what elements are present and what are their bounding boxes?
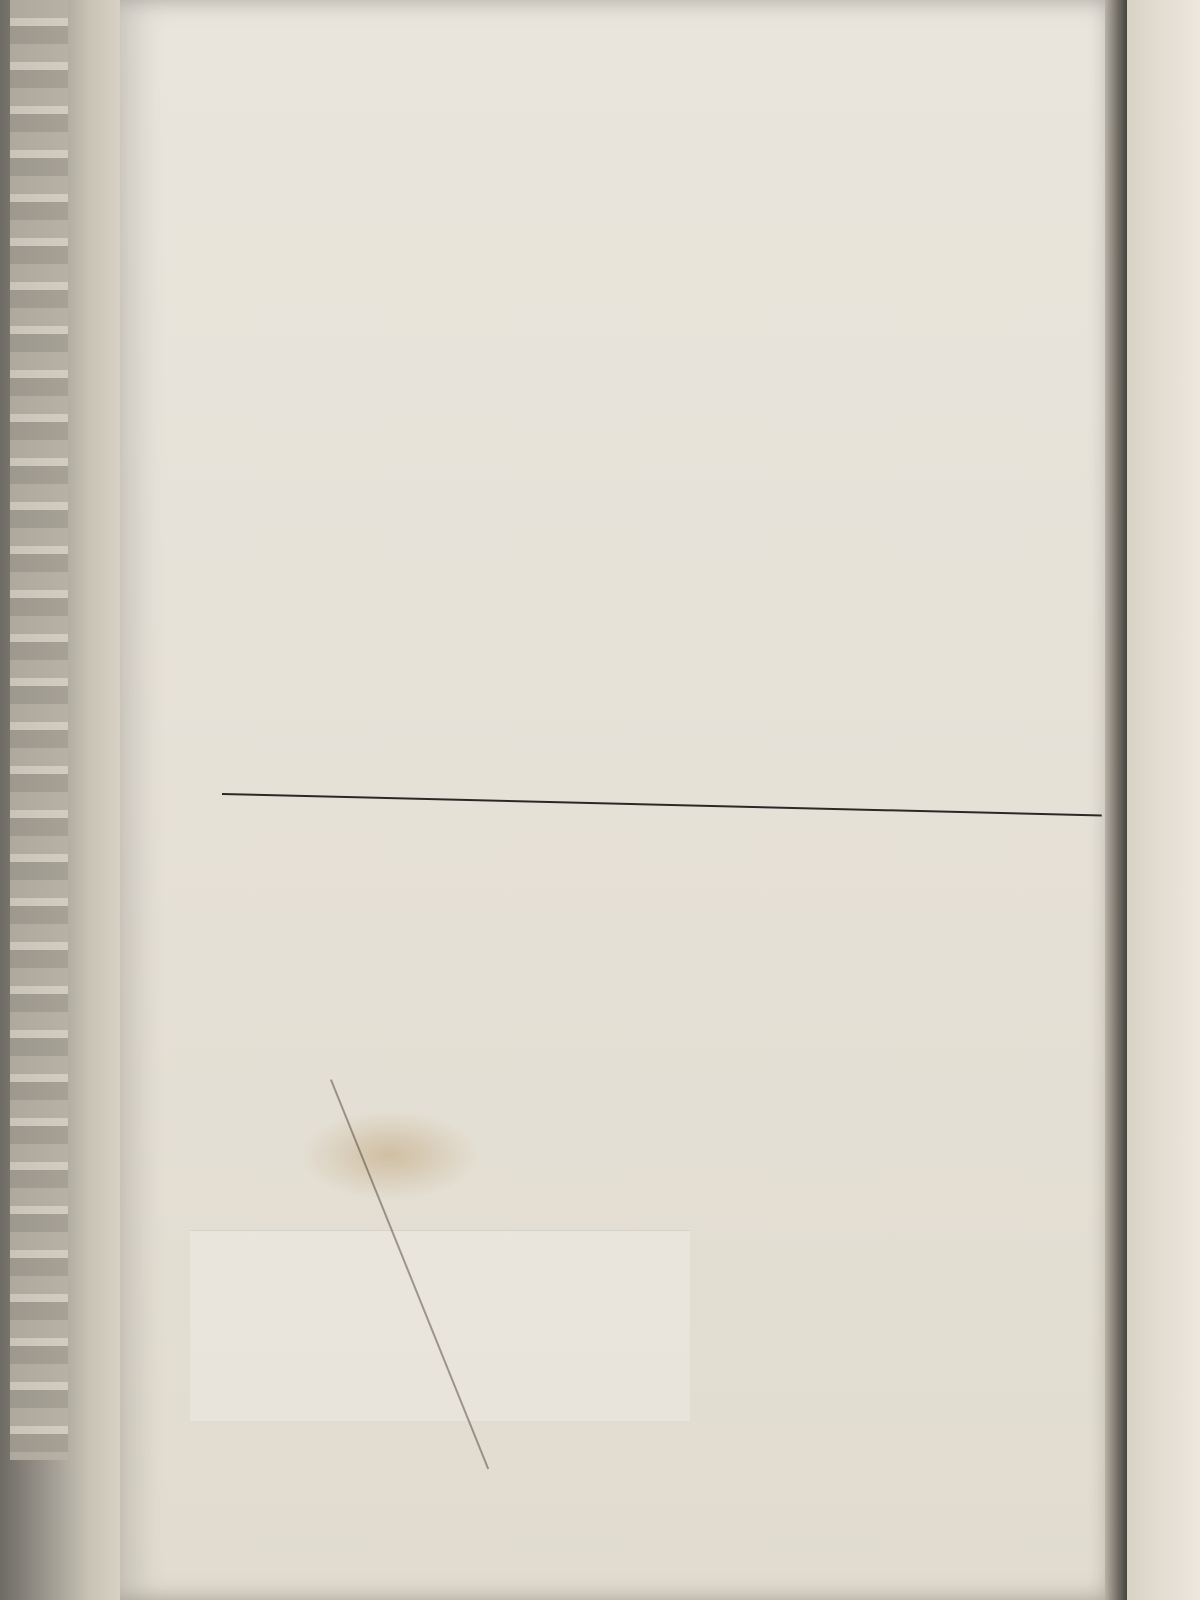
outline-number (768, 44, 816, 45)
intro-paragraph (245, 0, 740, 2)
thumb-index-tabs (10, 0, 68, 1460)
water-stain (300, 1110, 480, 1200)
outline-number (768, 44, 816, 45)
repair-tape (190, 1230, 690, 1421)
outline-number (768, 44, 816, 45)
outline-number (768, 44, 816, 45)
outline-number (768, 44, 816, 45)
outline-number (768, 44, 816, 45)
facing-page (1127, 0, 1200, 1600)
section-subtitle (200, 800, 695, 804)
outline-number (768, 44, 816, 45)
book-gutter (1105, 0, 1129, 1600)
